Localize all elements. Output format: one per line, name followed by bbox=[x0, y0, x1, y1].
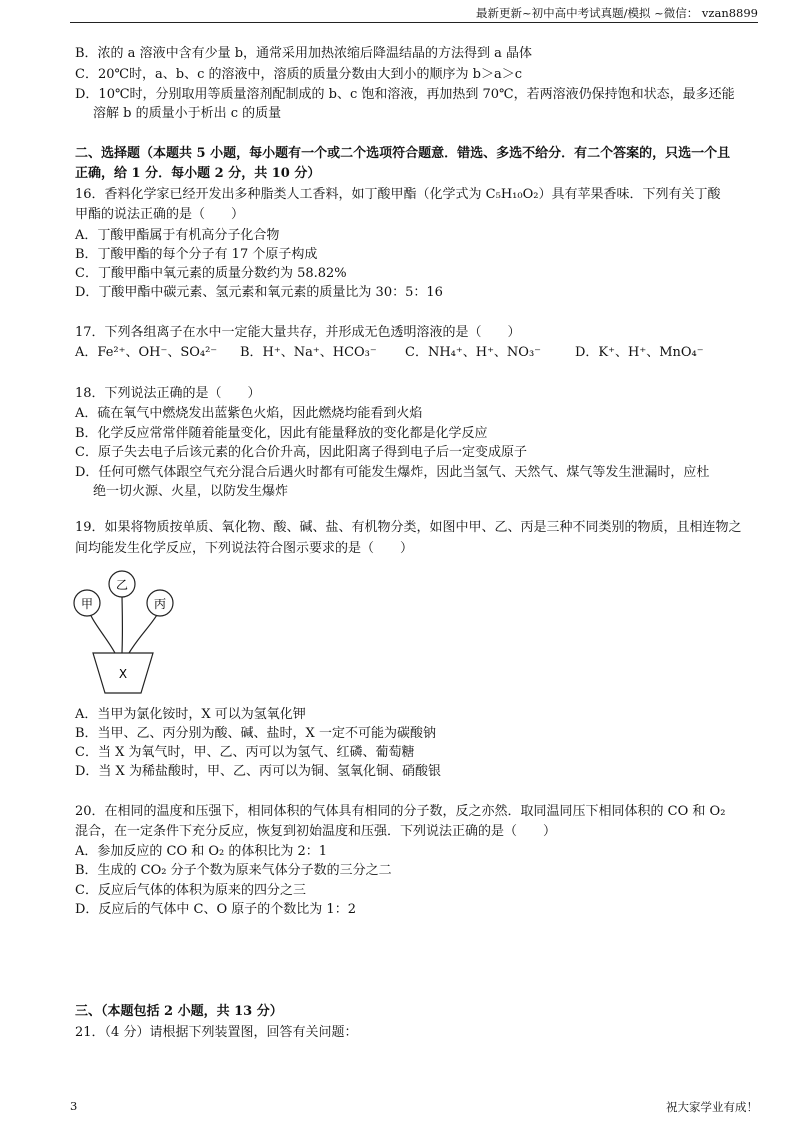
q18-option-b: B．化学反应常常伴随着能量变化，因此有能量释放的变化都是化学反应 bbox=[75, 426, 488, 441]
q16-stem-line2: 甲酯的说法正确的是（ ） bbox=[75, 207, 245, 222]
q16-option-c: C．丁酸甲酯中氧元素的质量分数约为 58.82% bbox=[75, 266, 347, 281]
stem-right bbox=[129, 613, 158, 653]
q16-option-d: D．丁酸甲酯中碳元素、氢元素和氧元素的质量比为 30：5：16 bbox=[75, 285, 443, 300]
q20-stem-line1: 20．在相同的温度和压强下，相同体积的气体具有相同的分子数，反之亦然．取同温同压下相同体积的 CO 和 O₂ bbox=[75, 804, 726, 819]
q16-option-b: B．丁酸甲酯的每个分子有 17 个原子构成 bbox=[75, 247, 318, 262]
section3-heading: 三、（本题包括 2 小题，共 13 分） bbox=[75, 1004, 283, 1019]
q21-stem: 21．（4 分）请根据下列装置图，回答有关问题： bbox=[75, 1025, 358, 1040]
prev-option-d-cont: 溶解 b 的质量小于析出 c 的质量 bbox=[93, 106, 282, 121]
q17-stem: 17．下列各组离子在水中一定能大量共存，并形成无色透明溶液的是（ ） bbox=[75, 325, 521, 340]
pot-label: X bbox=[118, 667, 128, 681]
flowerpot-svg bbox=[65, 565, 205, 695]
q19-option-d: D．当 X 为稀盐酸时，甲、乙、丙可以为铜、氢氧化铜、硝酸银 bbox=[75, 764, 441, 779]
prev-option-d: D．10℃时，分别取用等质量溶剂配制成的 b、c 饱和溶液，再加热到 70℃，若两溶液仍保持饱和状态，最多还能 bbox=[75, 87, 735, 102]
prev-option-c: C．20℃时，a、b、c 的溶液中，溶质的质量分数由大到小的顺序为 b＞a＞c bbox=[75, 67, 523, 82]
q18-option-c: C．原子失去电子后该元素的化合价升高，因此阳离子得到电子后一定变成原子 bbox=[75, 445, 527, 460]
page-number: 3 bbox=[70, 1099, 78, 1113]
q20-option-a: A．参加反应的 CO 和 O₂ 的体积比为 2：1 bbox=[75, 844, 328, 859]
q18-option-a: A．硫在氧气中燃烧发出蓝紫色火焰，因此燃烧均能看到火焰 bbox=[75, 406, 423, 421]
q17-option-a: A．Fe²⁺、OH⁻、SO₄²⁻ bbox=[75, 345, 218, 360]
q18-option-d: D．任何可燃气体跟空气充分混合后遇火时都有可能发生爆炸，因此当氢气、天然气、煤气等发生泄漏时，应杜 bbox=[75, 465, 710, 480]
q18-option-d-cont: 绝一切火源、火星，以防发生爆炸 bbox=[93, 484, 289, 499]
flower-left-label: 甲 bbox=[80, 597, 94, 611]
flower-middle-label: 乙 bbox=[115, 578, 129, 592]
q19-option-c: C．当 X 为氧气时，甲、乙、丙可以为氢气、红磷、葡萄糖 bbox=[75, 745, 415, 760]
q20-stem-line2: 混合，在一定条件下充分反应，恢复到初始温度和压强．下列说法正确的是（ ） bbox=[75, 824, 557, 839]
q16-option-a: A．丁酸甲酯属于有机高分子化合物 bbox=[75, 228, 280, 243]
q17-option-d: D．K⁺、H⁺、MnO₄⁻ bbox=[575, 345, 704, 360]
q20-option-d: D．反应后的气体中 C、O 原子的个数比为 1：2 bbox=[75, 902, 356, 917]
flower-right-label: 丙 bbox=[153, 597, 167, 611]
q20-option-b: B．生成的 CO₂ 分子个数为原来气体分子数的三分之二 bbox=[75, 863, 392, 878]
q19-option-b: B．当甲、乙、丙分别为酸、碱、盐时，X 一定不可能为碳酸钠 bbox=[75, 726, 436, 741]
q17-option-c: C．NH₄⁺、H⁺、NO₃⁻ bbox=[405, 345, 542, 360]
section2-heading-line1: 二、选择题（本题共 5 小题，每小题有一个或二个选项符合题意．错选、多选不给分．有二个答案的，只选一个且 bbox=[75, 146, 731, 161]
q19-option-a: A．当甲为氯化铵时，X 可以为氢氧化钾 bbox=[75, 707, 306, 722]
q19-flowerpot-diagram bbox=[65, 565, 205, 695]
section2-heading-line2: 正确，给 1 分．每小题 2 分，共 10 分） bbox=[75, 166, 321, 181]
q17-option-b: B．H⁺、Na⁺、HCO₃⁻ bbox=[240, 345, 377, 360]
header-rule bbox=[70, 22, 758, 23]
q16-stem-line1: 16．香料化学家已经开发出多种脂类人工香料，如丁酸甲酯（化学式为 C₅H₁₀O₂）具有苹果香味．下列有关丁酸 bbox=[75, 187, 721, 202]
q18-stem: 18．下列说法正确的是（ ） bbox=[75, 386, 261, 401]
q19-stem-line2: 间均能发生化学反应，下列说法符合图示要求的是（ ） bbox=[75, 541, 414, 556]
q20-option-c: C．反应后气体的体积为原来的四分之三 bbox=[75, 883, 306, 898]
page-header: 最新更新~初中高中考试真题/模拟 ~微信： vzan8899 bbox=[475, 6, 758, 20]
footer-motto: 祝大家学业有成！ bbox=[666, 1100, 758, 1114]
prev-option-b: B．浓的 a 溶液中含有少量 b，通常采用加热浓缩后降温结晶的方法得到 a 晶体 bbox=[75, 46, 533, 61]
q19-stem-line1: 19．如果将物质按单质、氧化物、酸、碱、盐、有机物分类，如图中甲、乙、丙是三种不同类别的物质，且相连物之 bbox=[75, 520, 742, 535]
